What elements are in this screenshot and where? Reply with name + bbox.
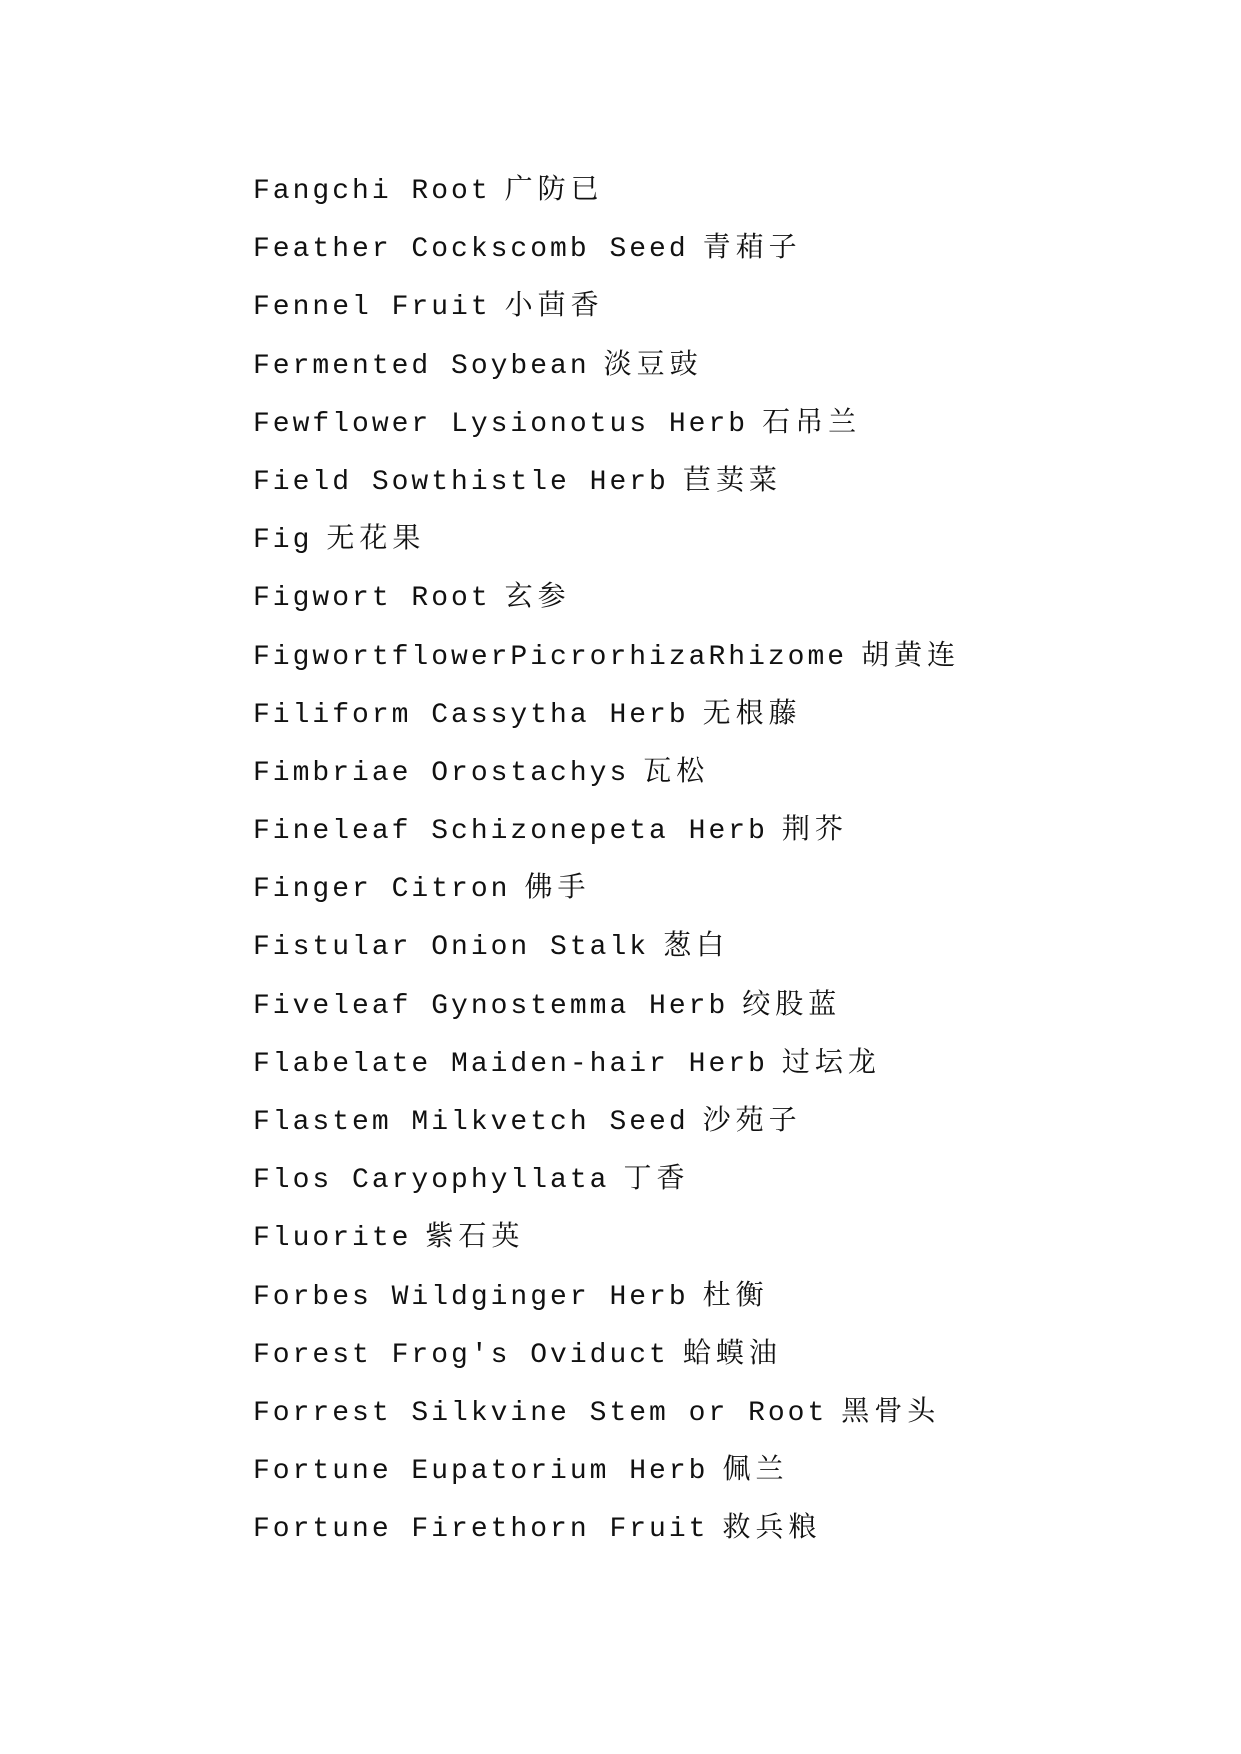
herb-chinese-name: 小茴香 <box>504 288 604 322</box>
herb-english-name: Fiveleaf Gynostemma Herb <box>253 990 729 1022</box>
herb-english-name: Feather Cockscomb Seed <box>253 234 689 266</box>
herb-chinese-name: 佩兰 <box>722 1452 789 1486</box>
herb-english-name: Fermented Soybean <box>253 350 590 382</box>
list-item <box>253 916 960 974</box>
herb-chinese-name: 苣荬菜 <box>682 462 782 496</box>
herb-english-name: Flastem Milkvetch Seed <box>253 1107 689 1138</box>
list-item <box>253 218 960 276</box>
herb-english-name: Fimbriae Orostachys <box>253 757 630 789</box>
herb-chinese-name: 丁香 <box>623 1161 690 1195</box>
herb-chinese-name: 葱白 <box>663 928 730 962</box>
herb-chinese-name: 玄参 <box>504 579 571 613</box>
herb-chinese-name: 无花果 <box>326 521 426 555</box>
herb-chinese-name: 瓦松 <box>643 753 710 787</box>
herb-english-name: Fortune Eupatorium Herb <box>253 1456 709 1488</box>
herb-english-name: FigwortflowerPicrorhizaRhizome <box>253 641 848 673</box>
herb-chinese-name: 沙苑子 <box>702 1103 802 1136</box>
herb-english-name: Flabelate Maiden-hair Herb <box>253 1048 768 1080</box>
herb-english-name: Fistular Onion Stalk <box>253 932 650 964</box>
herb-chinese-name: 救兵粮 <box>722 1510 822 1544</box>
herb-chinese-name: 绞股蓝 <box>742 986 842 1020</box>
herb-english-name: Forrest Silkvine Stem or Root <box>253 1397 828 1429</box>
herb-english-name: Fewflower Lysionotus Herb <box>253 408 749 440</box>
list-item <box>253 684 960 742</box>
herb-chinese-name: 胡黄连 <box>861 637 961 671</box>
list-item <box>253 1324 960 1382</box>
list-item <box>253 335 960 393</box>
list-item <box>253 567 960 625</box>
list-item <box>253 742 960 800</box>
herb-chinese-name: 荆芥 <box>781 812 848 846</box>
list-item <box>253 393 960 451</box>
herb-english-name: Finger Citron <box>253 874 511 906</box>
herb-chinese-name: 青葙子 <box>702 230 802 264</box>
herb-chinese-name: 石吊兰 <box>762 404 862 438</box>
list-item <box>253 1498 960 1556</box>
herb-chinese-name: 广防已 <box>504 172 604 205</box>
list-item <box>253 1382 960 1440</box>
herb-chinese-name: 黑骨头 <box>841 1393 941 1427</box>
herb-english-name: Forest Frog's Oviduct <box>253 1339 669 1371</box>
herb-chinese-name: 淡豆豉 <box>603 346 703 380</box>
list-item <box>253 1033 960 1091</box>
list-item <box>253 1440 960 1498</box>
herb-chinese-name: 过坛龙 <box>781 1044 881 1078</box>
herb-english-name: Fineleaf Schizonepeta Herb <box>253 816 768 848</box>
list-item <box>253 276 960 334</box>
herb-glossary-list <box>253 160 960 1557</box>
herb-english-name: Flos Caryophyllata <box>253 1165 610 1197</box>
herb-english-name: Fluorite <box>253 1223 412 1255</box>
herb-chinese-name: 佛手 <box>524 870 591 904</box>
herb-chinese-name: 无根藤 <box>702 695 802 729</box>
list-item <box>253 1091 960 1149</box>
herb-english-name: Fig <box>253 525 313 557</box>
herb-english-name: Forbes Wildginger Herb <box>253 1281 689 1313</box>
herb-chinese-name: 蛤蟆油 <box>682 1335 782 1369</box>
herb-english-name: Fortune Firethorn Fruit <box>253 1514 709 1546</box>
list-item <box>253 509 960 567</box>
list-item <box>253 160 960 218</box>
list-item <box>253 451 960 509</box>
list-item <box>253 975 960 1033</box>
list-item <box>253 1207 960 1265</box>
herb-english-name: Fennel Fruit <box>253 292 491 324</box>
list-item <box>253 858 960 916</box>
herb-english-name: Filiform Cassytha Herb <box>253 699 689 731</box>
list-item <box>253 626 960 684</box>
list-item <box>253 1149 960 1207</box>
list-item <box>253 1266 960 1324</box>
list-item <box>253 800 960 858</box>
herb-chinese-name: 紫石英 <box>425 1219 525 1253</box>
herb-english-name: Figwort Root <box>253 583 491 615</box>
herb-english-name: Field Sowthistle Herb <box>253 466 669 498</box>
herb-english-name: Fangchi Root <box>253 176 491 207</box>
herb-chinese-name: 杜衡 <box>702 1277 769 1311</box>
